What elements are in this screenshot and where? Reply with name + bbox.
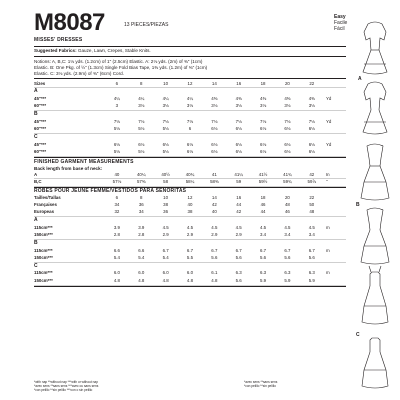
- table-cell: 36: [138, 202, 144, 208]
- table-cell: 6.6: [113, 247, 120, 253]
- table-cell: 6.0: [186, 270, 194, 276]
- view-row: [34, 217, 346, 225]
- unit-label: m: [325, 270, 330, 276]
- table-cell: 6.7: [235, 247, 242, 253]
- metric-size-row: [34, 202, 346, 210]
- row-label: A: [34, 171, 105, 179]
- table-cell: 6⅛: [211, 141, 218, 147]
- table-cell: 3.9: [113, 224, 120, 230]
- table-cell: 5⅛: [105, 126, 129, 134]
- unit-label: Yd: [325, 141, 332, 147]
- pattern-header: [34, 10, 334, 40]
- row-label: 60"***: [34, 149, 105, 157]
- table-cell: 3⅛: [275, 103, 299, 111]
- notions-line: Elastic. C: 3⅛ yds. (2.9m) of ⅜" (6cm) Cord.: [34, 71, 124, 76]
- metric-yardage-row: [34, 277, 346, 285]
- suggested-fabrics: [34, 49, 346, 54]
- difficulty-fr: Facile: [334, 20, 348, 26]
- table-cell: 4.5: [260, 224, 267, 230]
- dress-a-front-sketch: [363, 22, 387, 74]
- yardage-row: [34, 95, 346, 103]
- table-cell: 6: [178, 126, 202, 134]
- table-cell: 6.3: [260, 270, 267, 276]
- table-cell: 59: [227, 179, 251, 187]
- pattern-envelope-back: [34, 38, 346, 287]
- table-cell: 5.4: [153, 255, 177, 263]
- row-label: 115cm***: [34, 270, 53, 276]
- unit-label: Yd: [325, 118, 332, 124]
- unit-label: [324, 194, 346, 202]
- table-cell: 3: [105, 103, 129, 111]
- metric-yardage-row: [34, 224, 346, 232]
- table-cell: 6⅛: [186, 141, 194, 147]
- unit-label: [324, 232, 346, 240]
- table-cell: 58⅜: [202, 179, 226, 187]
- dress-a-back-sketch: [363, 82, 387, 134]
- footer-note: *avec sens **sans sens ***avec ou sans sens: [34, 384, 99, 388]
- table-cell: 59½: [251, 179, 275, 187]
- table-cell: 4.8: [153, 277, 177, 285]
- table-cell: 12: [187, 194, 193, 200]
- table-cell: 4.5: [162, 224, 169, 230]
- metric-table: [34, 194, 346, 286]
- row-label: 45"***: [34, 95, 47, 101]
- table-cell: 4.5: [211, 224, 218, 230]
- table-cell: 6⅛: [227, 149, 251, 157]
- table-cell: 5.6: [227, 277, 251, 285]
- table-cell: 7⅛: [211, 118, 218, 124]
- row-label: C: [34, 262, 38, 269]
- table-cell: 8: [129, 80, 153, 88]
- table-cell: 6⅛: [138, 141, 145, 147]
- difficulty-es: Fácil: [334, 26, 345, 32]
- table-cell: 44: [236, 202, 242, 208]
- table-cell: 34: [114, 202, 120, 208]
- table-cell: 4⅜: [308, 95, 315, 101]
- row-label: B: [34, 111, 38, 118]
- footer-note: *with nap **without nap ***with or without nap: [34, 380, 98, 384]
- table-cell: 46: [260, 202, 266, 208]
- table-cell: 41: [202, 171, 226, 179]
- table-cell: 5⅛: [105, 149, 129, 157]
- table-cell: 7⅛: [260, 118, 267, 124]
- yardage-row: [34, 141, 346, 149]
- unit-label: In: [324, 171, 346, 179]
- unit-label: m: [325, 224, 330, 230]
- table-cell: 2.9: [178, 232, 202, 240]
- table-cell: 6⅛: [275, 126, 299, 134]
- table-cell: 6⅛: [251, 149, 275, 157]
- footer-note: *avec sens **sans sens: [244, 380, 278, 384]
- yardage-row: [34, 149, 346, 157]
- table-cell: 3.9: [138, 224, 145, 230]
- table-cell: 5⅛: [129, 149, 153, 157]
- table-cell: 6.1: [211, 270, 218, 276]
- table-cell: 7⅛: [308, 118, 315, 124]
- table-cell: 5.6: [251, 255, 275, 263]
- table-cell: 14: [202, 80, 226, 88]
- table-cell: 3⅛: [129, 103, 153, 111]
- table-cell: 6⅛: [251, 126, 275, 134]
- table-cell: 3⅛: [178, 103, 202, 111]
- row-label: Françaises: [34, 202, 57, 208]
- table-cell: 7⅛: [162, 118, 169, 124]
- table-cell: 57⅜: [129, 179, 153, 187]
- table-cell: 4.5: [186, 224, 194, 230]
- table-cell: 5.9: [300, 277, 324, 285]
- table-cell: 4⅜: [211, 95, 218, 101]
- metric-size-row: [34, 209, 346, 217]
- metric-yardage-row: [34, 247, 346, 255]
- table-cell: 4.8: [202, 277, 226, 285]
- table-cell: 16: [236, 194, 242, 200]
- table-cell: 48: [284, 202, 290, 208]
- table-cell: 6.3: [284, 270, 291, 276]
- table-cell: 57⅛: [105, 179, 129, 187]
- row-label: 150cm***: [34, 277, 105, 285]
- table-cell: 7⅛: [284, 118, 291, 124]
- table-cell: 6⅛: [113, 141, 120, 147]
- table-cell: 6.7: [284, 247, 291, 253]
- table-cell: 4.8: [178, 277, 202, 285]
- table-cell: 22: [309, 194, 315, 200]
- table-cell: 6.6: [138, 247, 145, 253]
- unit-label: [324, 209, 346, 217]
- row-label: A: [34, 88, 38, 95]
- table-cell: 4.8: [105, 277, 129, 285]
- table-cell: 42: [227, 209, 251, 217]
- garment-illustrations: [350, 10, 400, 400]
- table-cell: 38: [178, 209, 202, 217]
- table-cell: 6⅛: [227, 126, 251, 134]
- dress-b-front-sketch: [361, 144, 389, 200]
- table-cell: 4.8: [129, 277, 153, 285]
- view-label-b: B: [356, 202, 360, 208]
- unit-label: [324, 80, 346, 88]
- row-label: B,C: [34, 179, 105, 187]
- view-row: [34, 111, 346, 119]
- table-cell: 22: [300, 80, 324, 88]
- view-label-a: A: [358, 76, 362, 82]
- table-cell: 6⅛: [162, 141, 169, 147]
- table-cell: 10: [163, 194, 169, 200]
- metric-yardage-row: [34, 270, 346, 278]
- dress-b-back-sketch: [361, 208, 389, 264]
- unit-label: [324, 277, 346, 285]
- garment-title: MISSES' DRESSES: [34, 37, 83, 43]
- table-cell: 2.9: [227, 232, 251, 240]
- table-cell: 40: [105, 171, 129, 179]
- table-cell: 6.7: [308, 247, 315, 253]
- table-cell: 59¾: [275, 179, 299, 187]
- fabrics-text: Gauze, Lawn, Crepes, Stable Knits.: [77, 48, 151, 53]
- table-cell: 5.6: [227, 255, 251, 263]
- divider: [34, 46, 346, 47]
- table-cell: 7⅛: [138, 118, 145, 124]
- row-label: 115cm***: [34, 224, 53, 230]
- table-cell: 36: [153, 209, 177, 217]
- notions-line: Notions: A, B,C: 1⅛ yds. (1.2cm) of 1" (2.5cm) Elastic. A: 2⅛ yds. (2m) of ⅜" (1cm): [34, 58, 203, 64]
- metric-title: ROBES POUR JEUNE FEMME/VESTIDOS PARA SEÑORITAS: [34, 187, 187, 194]
- unit-label: [105, 239, 129, 247]
- table-cell: 6.0: [113, 270, 120, 276]
- row-label: C: [34, 133, 38, 140]
- yardage-row: [34, 126, 346, 134]
- table-cell: 20: [284, 194, 290, 200]
- table-cell: 3⅛: [300, 103, 324, 111]
- unit-label: [324, 202, 346, 210]
- footer-note: *con pelillo **sin pelillo: [244, 384, 276, 388]
- difficulty-en: Easy: [334, 14, 346, 20]
- table-cell: 40½: [153, 171, 177, 179]
- table-cell: 6⅛: [202, 126, 226, 134]
- table-cell: 50: [309, 202, 315, 208]
- table-cell: 7⅛: [235, 118, 242, 124]
- unit-label: [324, 149, 346, 157]
- table-cell: 6.0: [162, 270, 169, 276]
- table-cell: 48: [300, 209, 324, 217]
- notions-line: Elastic. B: One Pkg. of ½" (1.3cm) Single Fold Bias Tape, 1⅜ yds. (1.2m) of ⅜" (1cm): [34, 64, 208, 70]
- unit-label: Yd: [325, 95, 332, 101]
- table-cell: 4⅜: [284, 95, 291, 101]
- table-cell: 6.0: [138, 270, 145, 276]
- table-cell: 3.4: [300, 232, 324, 240]
- table-cell: 4⅜: [260, 95, 267, 101]
- table-cell: 38: [163, 202, 169, 208]
- row-label: Tailles/Tallas: [34, 194, 61, 200]
- unit-label: ": [324, 179, 346, 187]
- table-cell: 5.9: [251, 277, 275, 285]
- footer-note: *con pelillo **sin pelillo ***con o sin pelillo: [34, 388, 93, 392]
- table-cell: 6⅛: [284, 141, 291, 147]
- unit-label: m: [325, 247, 330, 253]
- table-cell: 6.3: [308, 270, 315, 276]
- row-label: Sizes: [34, 80, 105, 88]
- yardage-table: [34, 80, 346, 156]
- table-cell: 40: [187, 202, 193, 208]
- table-cell: 6⅛: [300, 126, 324, 134]
- table-cell: 6: [105, 80, 129, 88]
- table-cell: 4¼: [162, 95, 169, 101]
- sizes-row: [34, 80, 346, 88]
- dress-c-back-sketch: [362, 338, 388, 388]
- metric-size-row: [34, 194, 346, 202]
- table-cell: 18: [260, 194, 266, 200]
- measurement-row: [34, 171, 346, 179]
- measurement-row: [34, 179, 346, 187]
- table-cell: 5.5: [178, 255, 202, 263]
- table-cell: 6.7: [211, 247, 218, 253]
- view-row: [34, 133, 346, 141]
- fabrics-label: Suggested Fabrics:: [34, 48, 77, 53]
- unit-label: [324, 126, 346, 134]
- table-cell: 5⅛: [153, 149, 177, 157]
- table-cell: 5.4: [105, 255, 129, 263]
- table-cell: 2.9: [202, 232, 226, 240]
- table-cell: 42: [300, 171, 324, 179]
- table-cell: 14: [211, 194, 217, 200]
- view-row: [34, 239, 346, 247]
- row-label: 150cm***: [34, 255, 105, 263]
- view-row: [34, 262, 346, 270]
- table-cell: 3⅛: [153, 103, 177, 111]
- table-cell: 3⅛: [202, 103, 226, 111]
- row-label: 115cm***: [34, 247, 53, 253]
- table-cell: 4⅜: [235, 95, 242, 101]
- table-cell: 44: [251, 209, 275, 217]
- table-cell: 6⅛: [235, 141, 242, 147]
- table-cell: 40: [202, 209, 226, 217]
- yardage-row: [34, 103, 346, 111]
- unit-label: [105, 88, 129, 96]
- table-cell: 32: [105, 209, 129, 217]
- table-cell: 6⅛: [300, 149, 324, 157]
- notions: [34, 59, 346, 78]
- table-cell: 40¼: [129, 171, 153, 179]
- table-cell: 5.6: [275, 255, 299, 263]
- table-cell: 3⅛: [251, 103, 275, 111]
- metric-yardage-row: [34, 255, 346, 263]
- unit-label: [105, 217, 129, 225]
- table-cell: 20: [275, 80, 299, 88]
- metric-yardage-row: [34, 232, 346, 240]
- table-cell: 6: [115, 194, 119, 200]
- finished-subtitle: Back length from base of neck:: [34, 165, 103, 171]
- row-label: 45"***: [34, 118, 47, 124]
- table-cell: 4¼: [138, 95, 145, 101]
- dress-sketches: [350, 10, 400, 400]
- dress-c-front-sketch: [362, 266, 388, 324]
- table-cell: 6.3: [235, 270, 242, 276]
- table-cell: 2.9: [153, 232, 177, 240]
- table-cell: 5.9: [275, 277, 299, 285]
- row-label: B: [34, 240, 38, 247]
- unit-label: [105, 262, 129, 270]
- table-cell: 6⅛: [202, 149, 226, 157]
- table-cell: 3⅛: [227, 103, 251, 111]
- table-cell: 5.4: [129, 255, 153, 263]
- table-cell: 6⅛: [275, 149, 299, 157]
- table-cell: 7⅛: [113, 118, 120, 124]
- table-cell: 10: [153, 80, 177, 88]
- table-cell: 5⅛: [153, 126, 177, 134]
- table-cell: 4¼: [113, 95, 120, 101]
- table-cell: 2.8: [129, 232, 153, 240]
- table-cell: 4.5: [284, 224, 291, 230]
- table-cell: 46: [275, 209, 299, 217]
- table-cell: 59⅞: [300, 179, 324, 187]
- table-cell: 40¾: [178, 171, 202, 179]
- row-label: A: [34, 217, 38, 224]
- table-cell: 6⅛: [308, 141, 315, 147]
- unit-label: [105, 111, 129, 119]
- unit-label: [324, 255, 346, 263]
- unit-label: [324, 103, 346, 111]
- pieces-count: 13 PIECES/PIEZAS: [124, 22, 169, 28]
- table-cell: 12: [178, 80, 202, 88]
- table-cell: 58: [153, 179, 177, 187]
- table-cell: 6.7: [162, 247, 169, 253]
- footer-left: [34, 380, 184, 392]
- table-cell: 6.7: [186, 247, 194, 253]
- divider: [34, 157, 346, 158]
- table-cell: 6⅛: [178, 149, 202, 157]
- table-cell: 4¼: [186, 95, 194, 101]
- divider: [34, 78, 346, 79]
- footer-right: [244, 380, 344, 388]
- table-cell: 5.6: [300, 255, 324, 263]
- row-label: Europeas: [34, 209, 105, 217]
- table-cell: 4.5: [308, 224, 315, 230]
- table-cell: 34: [129, 209, 153, 217]
- pattern-number: M8087: [34, 9, 105, 36]
- table-cell: 3.4: [251, 232, 275, 240]
- table-cell: 41¾: [275, 171, 299, 179]
- table-cell: 41¼: [227, 171, 251, 179]
- table-cell: 16: [227, 80, 251, 88]
- table-cell: 6⅛: [260, 141, 267, 147]
- finished-title: FINISHED GARMENT MEASUREMENTS: [34, 158, 134, 165]
- row-label: 60"***: [34, 126, 105, 134]
- row-label: 150cm***: [34, 232, 105, 240]
- table-cell: 18: [251, 80, 275, 88]
- table-cell: 58¼: [178, 179, 202, 187]
- table-cell: 42: [211, 202, 217, 208]
- yardage-row: [34, 118, 346, 126]
- finished-table: [34, 171, 346, 187]
- unit-label: [105, 133, 129, 141]
- divider: [34, 56, 346, 57]
- table-cell: 3.4: [275, 232, 299, 240]
- table-cell: 5.6: [202, 255, 226, 263]
- table-cell: 8: [140, 194, 143, 200]
- table-cell: 6.7: [260, 247, 267, 253]
- table-cell: 2.8: [105, 232, 129, 240]
- table-cell: 5⅛: [129, 126, 153, 134]
- table-cell: 4.5: [235, 224, 242, 230]
- row-label: 60"***: [34, 103, 105, 111]
- view-row: [34, 88, 346, 96]
- row-label: 45"***: [34, 141, 47, 147]
- divider: [34, 286, 346, 287]
- table-cell: 41½: [251, 171, 275, 179]
- view-label-c: C: [356, 332, 360, 338]
- table-cell: 7⅛: [186, 118, 194, 124]
